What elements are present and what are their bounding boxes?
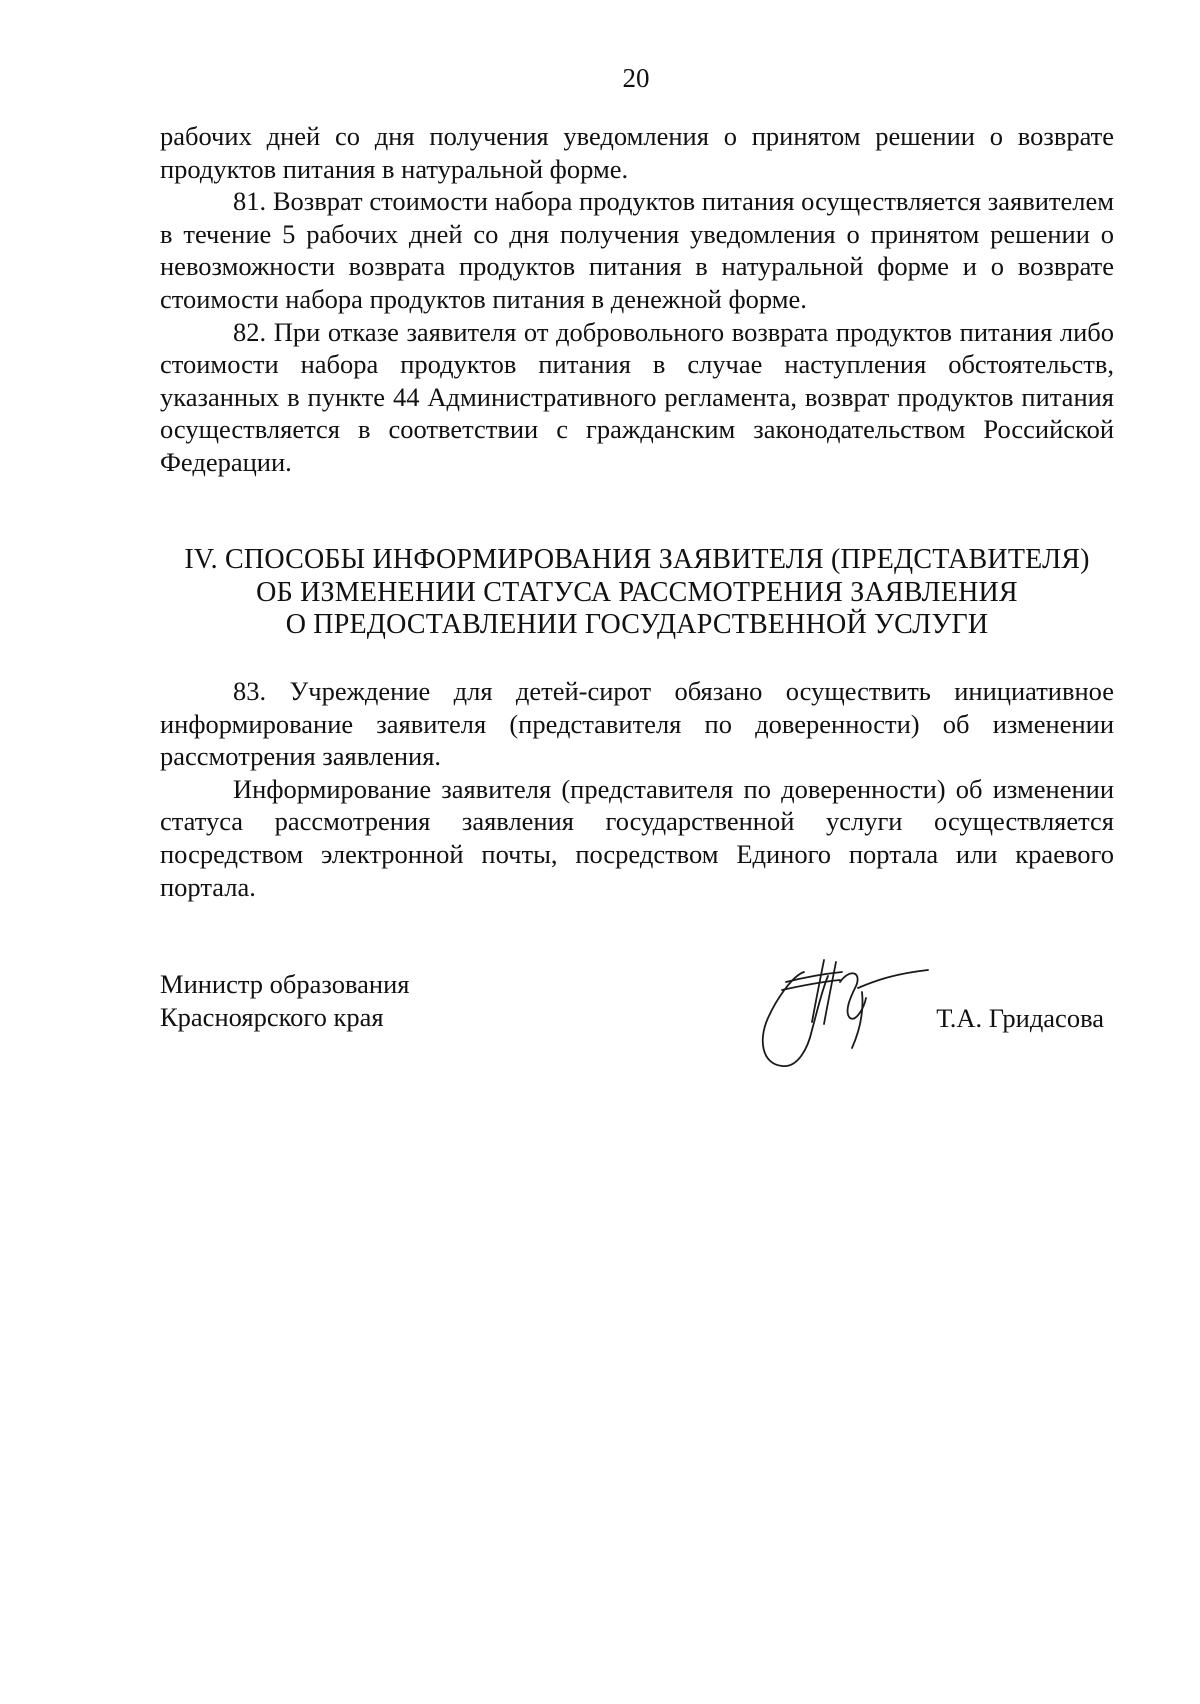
signatory-position bbox=[160, 968, 409, 1033]
paragraph-informing: Информирование заявителя (представителя по доверенности) об изменении статуса рассмотрения заявления государственной услуги осуществляется посредством электронной почты, посредством Единого портала или краевого портала. bbox=[160, 773, 1114, 902]
body-text-section-iv bbox=[160, 675, 1114, 903]
signatory-position-line: Красноярского края bbox=[160, 1001, 384, 1032]
section-heading-line: IV. СПОСОБЫ ИНФОРМИРОВАНИЯ ЗАЯВИТЕЛЯ (ПРЕДСТАВИТЕЛЯ) bbox=[184, 544, 1090, 575]
page-number: 20 bbox=[622, 63, 650, 93]
signatory-name: Т.А. Гридасова bbox=[936, 1003, 1104, 1033]
signature-block bbox=[160, 968, 1114, 1088]
paragraph-82: 82. При отказе заявителя от добровольного возврата продуктов питания либо стоимости набора продуктов питания в случае наступления обстоятельств, указанных в пункте 44 Административного регламента, возврат продуктов питания осуществляется в соответствии с гражданским законодательством Российской Федерации. bbox=[160, 316, 1114, 477]
paragraph-81: 81. Возврат стоимости набора продуктов питания осуществляется заявителем в течение 5 рабочих дней со дня получения уведомления о принятом решении о невозможности возврата продуктов питания в натуральной форме и о возврате стоимости набора продуктов питания в денежной форме. bbox=[160, 186, 1114, 314]
paragraph-83: 83. Учреждение для детей-сирот обязано осуществить инициативное информирование заявителя (представителя по доверенности) об изменении рассмотрения заявления. bbox=[160, 676, 1114, 772]
body-text-top bbox=[160, 120, 1114, 479]
paragraph-continuation: рабочих дней со дня получения уведомления о принятом решении о возврате продуктов питания в натуральной форме. bbox=[160, 121, 1114, 184]
section-heading bbox=[120, 544, 1154, 642]
handwritten-signature-icon bbox=[732, 952, 952, 1072]
section-heading-line: ОБ ИЗМЕНЕНИИ СТАТУСА РАССМОТРЕНИЯ ЗАЯВЛЕНИЯ bbox=[256, 576, 1018, 608]
signatory-position-line: Министр образования bbox=[160, 969, 410, 999]
section-heading-line: О ПРЕДОСТАВЛЕНИИ ГОСУДАРСТВЕННОЙ УСЛУГИ bbox=[285, 609, 989, 640]
